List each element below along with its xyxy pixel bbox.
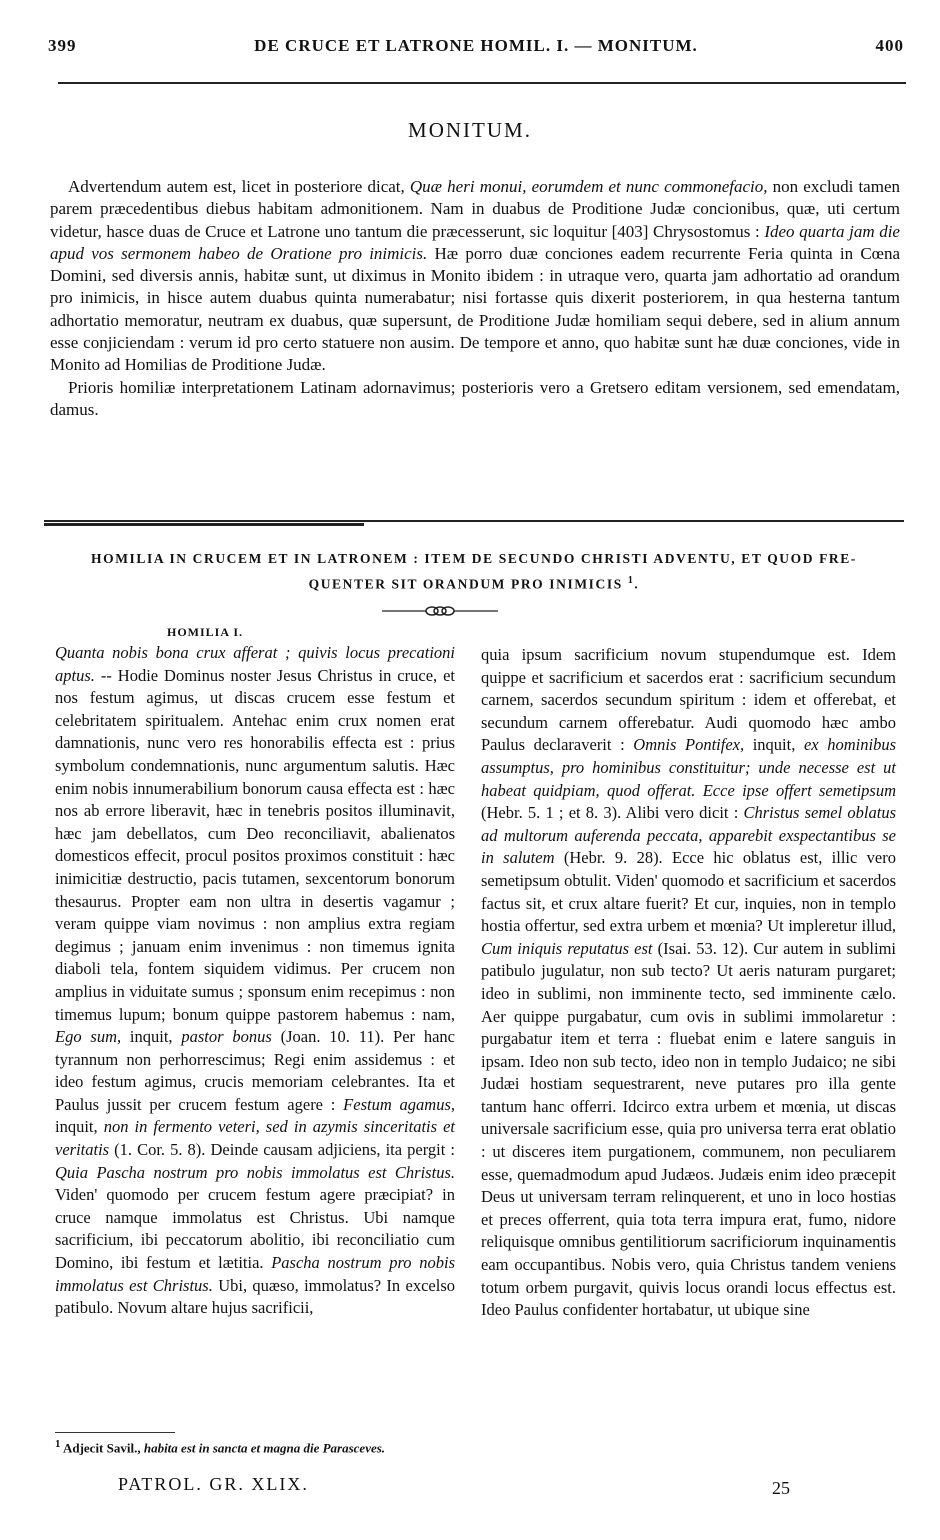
monitum-text: Hæ porro duæ conciones eadem recurrente Feria quinta in Cœna Domini, sed diversis annis, habitæ sunt, ut diximus in Monito ibidem : in utraque vero, quarta jam adhortatio ad orandum pro inimicis, in hisce autem duabus quinta numerabatur; nisi fortasse quis dixerit posteriorem, in qua hesterna tantum adhortatio memoratur, neutram ex duabus, quæ supersunt, de Proditione Judæ homiliam sequi debere, sed in alium annum esse conjiciendam : verum id pro certo statuere non ausim. De tempore et anno, quo habitæ sunt hæ duæ conciones, vide in Monito ad Homilias de Proditione Judæ. — [50, 243, 901, 375]
right-column — [481, 644, 896, 1322]
monitum-text: Advertendum autem est, licet in posteriore dicat, — [68, 177, 410, 196]
homily-text: inquit, — [744, 735, 804, 755]
homily-text: inquit, — [55, 1117, 104, 1137]
footnote-quote: habita est in sancta et magna die Parasceves. — [143, 1440, 386, 1456]
footer-signature: PATROL. GR. XLIX. — [118, 1474, 309, 1494]
footer-sheet-number: 25 — [772, 1478, 790, 1498]
left-column — [55, 622, 455, 1320]
homily-quote: ex hominibus assumptus, pro hominibus constituitur; unde necesse est ut habeat quidpiam, quod offerat. Ecce ipse offert semetipsum — [481, 735, 896, 800]
footnote — [55, 1436, 455, 1456]
section-rule-thick — [44, 523, 364, 526]
homily-text: (Isai. 53. 12). Cur autem in sublimi patibulo jugulatur, non sub tecto? Ut aeris naturam purgaret; ideo in sublimi, non imminente tecto, sed imminente cælo. Aer quippe purgabatur, cum ovis in sublimi immolaretur : purgabatur item et terra : fluebat enim e latere sanguis in ipsam. Ideo non sub tecto, ideo non in templo Judaico; ne sibi Judæi hostiam sequestrarent, neve putares pro illa gente tantum hanc offerri. Idcirco extra urbem et mœnia, ut discas universale sacrificium esse, quia pro universa terra erat oblatio : ut disceres item purgationem, communem, non peculiarem esse, quemadmodum apud Judæos. Judæis enim ideo præcepit Deus ut universam terram relinquerent, et uno in loco hostias et preces offerrent, quia tota terra impura erat, fumo, nidore reliquisque omnibus gentilitiorum sacrificiorum inquinamentis eam occupantibus. Nobis vero, quia Christus tandem veniens totum orbem purgavit, quivis locus orandi locus effectus est. Ideo Paulus confidenter hortabatur, ut ubique sine — [481, 938, 896, 1320]
monitum-body — [50, 176, 900, 421]
homily-quote: pastor bonus — [181, 1027, 272, 1047]
monitum-quote: Ideo quarta jam die apud vos sermonem habeo de Oratione pro inimicis. — [50, 221, 900, 263]
monitum-paragraph-2: Prioris homiliæ interpretationem Latinam adornavimus; posterioris vero a Gretsero editam versionem, sed emendatam, damus. — [50, 377, 900, 419]
homily-text: Ubi, quæso, immolatus? In excelso patibulo. Novum altare hujus sacrificii, — [55, 1275, 455, 1318]
homily-quote: Cum iniquis reputatus est — [481, 938, 653, 958]
homily-quote: Christus semel oblatus ad multorum auferenda peccata, apparebit exspectantibus se in salutem — [481, 803, 896, 868]
homily-text: quia ipsum sacrificium novum stupendumque est. Idem quippe et sacrificium et sacerdos erat : sacrificium secundum carnem, sacerdos secundum spiritum : idem et offerebat, et secundum carnem offerebatur. Audi quomodo hæc ambo Paulus declaraverit : — [481, 645, 896, 755]
footnote-reference: 1 — [627, 575, 635, 586]
footnote-rule — [55, 1432, 175, 1433]
homily-argument: Quanta nobis bona crux afferat ; quivis locus precationi aptus. — [55, 643, 455, 685]
homily-quote: Omnis Pontifex, — [633, 735, 745, 755]
homily-heading-line-2: QUENTER SIT ORANDUM PRO INIMICIS $^1$. — [308, 575, 640, 592]
header-rule — [58, 82, 906, 84]
running-title: DE CRUCE ET LATRONE HOMIL. I. — MONITUM. — [254, 36, 698, 55]
footnote-marker: 1 — [55, 1438, 61, 1450]
homily-text: -- Hodie Dominus noster Jesus Christus in cruce, et nos festum agimus, ut discas crucem esse festum et celebritatem spiritualem. Antehac enim crux nomen erat damnationis, nunc vero res honorabilis effecta est : prius symbolum condemnationis, nunc argumentum salutis. Hæc enim nobis innumerabilium bonorum causa effecta est : hæc nos ab errore liberavit, hæc in tenebris positos illuminavit, hæc jam debellatos, cum Deo reconciliavit, abalienatos domesticos effecit, procul positos proximos constituit : hæc inimicitiæ destructio, pacis tutamen, sexcentorum bonorum thesaurus. Propter eam non ultra in desertis vagamur ; veram quippe viam novimus : non amplius extra regiam degimus ; januam enim invenimus : non timemus ignita diaboli tela, fontem siquidem vidimus. Per crucem non amplius in viduitate sumus ; sponsum enim recepimus : non timemus lupum; bonum quippe pastorem habemus : nam, — [55, 665, 455, 1024]
homily-quote: Quia Pascha nostrum pro nobis immolatus est Christus. — [55, 1162, 455, 1182]
homily-text: inquit, — [121, 1027, 182, 1047]
left-column-text — [55, 642, 455, 1320]
monitum-quote: Quæ heri monui, eorumdem et nunc commonefacio, — [409, 177, 768, 196]
ornament-divider-icon — [380, 603, 500, 619]
footnote-text: Adjecit Savil., — [60, 1440, 144, 1456]
homily-quote: Ego sum, — [55, 1027, 122, 1047]
homily-quote: Pascha nostrum pro nobis immolatus est Christus. — [55, 1253, 455, 1295]
homily-heading-line-1: HOMILIA IN CRUCEM ET IN LATRONEM : ITEM DE SECUNDO CHRISTI ADVENTU, ET QUOD FRE- — [91, 551, 857, 566]
homily-heading — [44, 548, 904, 596]
right-column-text — [481, 644, 896, 1322]
homily-text: (Joan. 10. 11). Per hanc tyrannum non perhorrescimus; Regi enim assidemus : et ideo festum agimus, crucis memoriam celebrantes. Ita et Paulus jussit per crucem festum agere : — [55, 1027, 455, 1114]
homily-quote: Festum agamus, — [343, 1094, 455, 1114]
homily-label: HOMILIA I. — [167, 625, 244, 639]
homily-text: (1. Cor. 5. 8). Deinde causam adjiciens, ita pergit : — [109, 1140, 455, 1160]
monitum-paragraph-1 — [50, 176, 900, 377]
page-number-right: 400 — [875, 36, 904, 55]
homily-text: (Hebr. 9. 28). Ecce hic oblatus est, illic vero semetipsum obtulit. Viden' quomodo et sacrificium et sacerdos factus sit, et crux altare fuerit? Et cur, inquies, non in templo hostia offertur, sed extra urbem et mœnia? Ut impleretur illud, — [481, 848, 896, 936]
section-rule — [44, 520, 904, 522]
page-number-left: 399 — [48, 36, 77, 55]
homily-quote: non in fermento veteri, sed in azymis sinceritatis et veritatis — [55, 1117, 455, 1160]
monitum-title: MONITUM. — [408, 118, 532, 142]
homily-text: (Hebr. 5. 1 ; et 8. 3). Alibi vero dicit : — [481, 803, 744, 823]
homily-heading-text: QUENTER SIT ORANDUM PRO INIMICIS — [308, 576, 623, 592]
homily-text: Viden' quomodo per crucem festum agere præcipiat? in cruce namque immolatus est Christus. Ubi namque sacrificium, ibi peccatorum abolitio, ibi reconciliatio cum Domino, ibi festum et lætitia. — [55, 1185, 455, 1273]
running-head — [48, 36, 904, 62]
monitum-text: non excludi tamen parem præcedentibus diebus habitam admonitionem. Nam in duabus de Proditione Judæ concionibus, quæ, uti certum videtur, hasce duas de Cruce et Latrone uno tantum die præcesserunt, sic loquitur [403] Chrysostomus : — [50, 177, 900, 241]
